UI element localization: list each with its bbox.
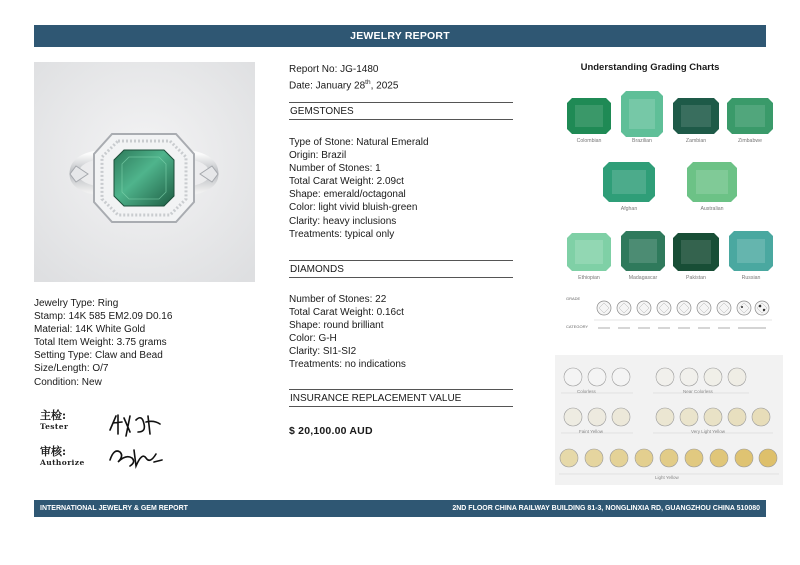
emerald-swatch [567, 233, 611, 271]
diamond-line: Shape: round brilliant [289, 320, 384, 332]
ring-photo [34, 62, 255, 282]
color-group-label: Very Light Yellow [691, 429, 726, 434]
authorize-label: 审核: Authorize [40, 445, 85, 467]
emerald-ethiopian [567, 233, 611, 271]
diamonds-heading: DIAMONDS [289, 260, 513, 278]
origin-label: Afghan [620, 206, 638, 212]
footer-address: 2ND FLOOR CHINA RAILWAY BUILDING 81-3, NONGLINXIA RD, GUANGZHOU CHINA 510080 [452, 505, 760, 512]
footer-org-name: INTERNATIONAL JEWELRY & GEM REPORT [40, 505, 188, 512]
diamond-line: Clarity: SI1-SI2 [289, 346, 357, 358]
grading-charts-title: Understanding Grading Charts [580, 62, 720, 73]
origin-label: Brazilian [632, 138, 652, 144]
report-number: Report No: JG-1480 [289, 64, 379, 75]
condition: Condition: New [34, 376, 102, 388]
size-length: Size/Length: O/7 [34, 363, 109, 375]
emerald-swatch [727, 98, 773, 134]
diamond-line: Total Carat Weight: 0.16ct [289, 307, 404, 319]
emerald-afghan [603, 162, 655, 202]
origin-label: Australian [700, 206, 724, 212]
material: Material: 14K White Gold [34, 324, 146, 336]
setting-type: Setting Type: Claw and Bead [34, 350, 163, 362]
gemstones-heading: GEMSTONES [289, 102, 513, 120]
emerald-madagascar [621, 231, 665, 271]
emerald-russian [729, 231, 773, 271]
origin-label: Zambian [685, 138, 707, 144]
gem-line: Treatments: typical only [289, 228, 395, 240]
signature-block [40, 410, 180, 472]
color-group-label: Near Colorless [683, 389, 713, 394]
gemstones-details [289, 136, 513, 241]
authorize-signature [106, 442, 166, 470]
origin-label: Ethiopian [578, 275, 600, 281]
report-title: JEWELRY REPORT [350, 30, 450, 42]
ring-image [34, 62, 255, 282]
gem-line: Number of Stones: 1 [289, 163, 381, 175]
emerald-swatch [567, 98, 611, 134]
clarity-diamond-icons [594, 290, 772, 342]
emerald-brazilian [621, 91, 663, 137]
clarity-category-label: CATEGORY [566, 324, 589, 329]
color-group-label: Colorless [577, 389, 596, 394]
emerald-australian [687, 162, 737, 202]
diamonds-details [289, 293, 513, 372]
origin-label: Colombian [576, 138, 602, 144]
origin-label: Russian [741, 275, 761, 281]
emerald-colombian [567, 98, 611, 134]
color-grade-diamonds [555, 355, 783, 485]
emerald-swatch [673, 98, 719, 134]
tester-label: 主检: Tester [40, 409, 69, 431]
origin-label: Pakistan [686, 275, 706, 281]
emerald-swatch [603, 162, 655, 202]
gem-line: Clarity: heavy inclusions [289, 215, 397, 227]
clarity-scale-chart [566, 290, 772, 342]
emerald-swatch [729, 231, 773, 271]
emerald-swatch [673, 233, 719, 271]
emerald-swatch [687, 162, 737, 202]
report-info [289, 63, 513, 93]
gem-line: Total Carat Weight: 2.09ct [289, 176, 404, 188]
diamond-line: Color: G-H [289, 333, 337, 345]
diamond-line: Number of Stones: 22 [289, 294, 387, 305]
emerald-pakistan [673, 233, 719, 271]
tester-signature [106, 410, 166, 438]
emerald-zambian [673, 98, 719, 134]
origin-label: Zimbabwe [738, 138, 762, 144]
diamond-color-chart [555, 355, 783, 485]
gem-line: Color: light vivid bluish-green [289, 202, 418, 214]
diamond-line: Treatments: no indications [289, 359, 406, 371]
emerald-swatch [621, 231, 665, 271]
color-group-label: Light Yellow [655, 475, 679, 480]
clarity-grade-label: GRADE [566, 296, 581, 301]
total-item-weight: Total Item Weight: 3.75 grams [34, 337, 167, 349]
insurance-heading: INSURANCE REPLACEMENT VALUE [289, 389, 513, 407]
origin-label: Madagascar [628, 275, 658, 281]
insurance-value: $ 20,100.00 AUD [289, 425, 373, 437]
item-details [34, 297, 172, 389]
report-date: Date: January 28th, 2025 [289, 79, 399, 92]
gem-line: Type of Stone: Natural Emerald [289, 137, 429, 148]
report-footer-bar [34, 500, 766, 517]
emerald-swatch [621, 91, 663, 137]
gem-line: Origin: Brazil [289, 150, 347, 162]
emerald-zimbabwe [727, 98, 773, 134]
color-group-label: Faint Yellow [579, 429, 604, 434]
stamp: Stamp: 14K 585 EM2.09 D0.16 [34, 311, 173, 323]
jewelry-type: Jewelry Type: Ring [34, 298, 119, 309]
gem-line: Shape: emerald/octagonal [289, 189, 406, 201]
report-header-bar [34, 25, 766, 47]
